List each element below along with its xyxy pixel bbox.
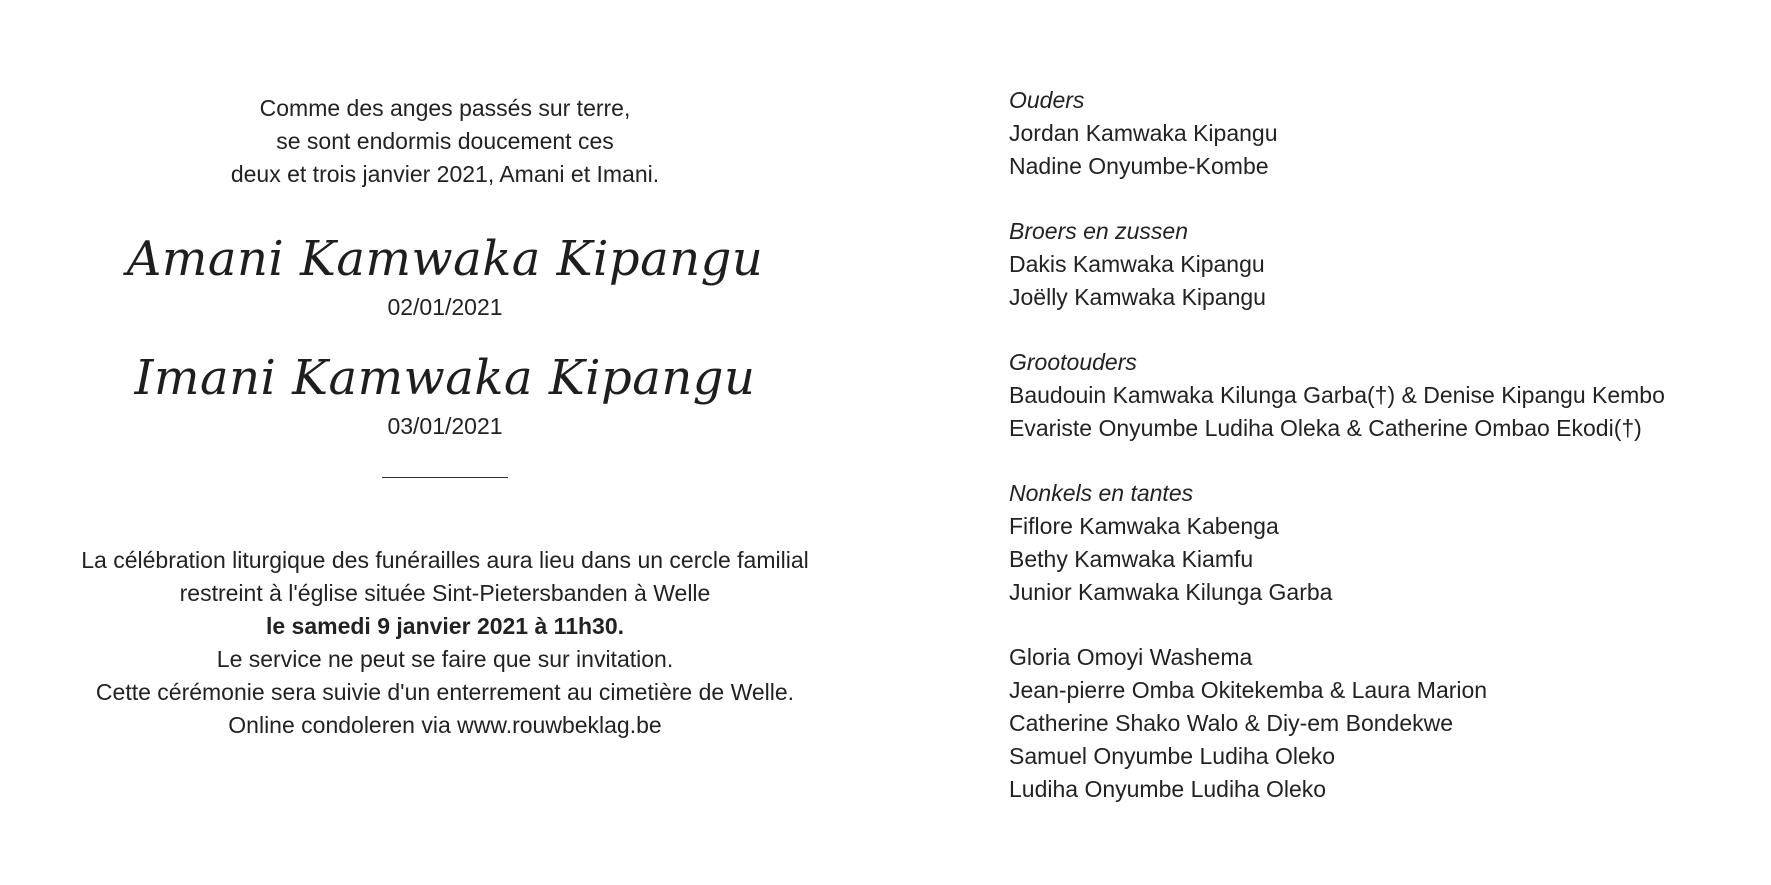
divider: [382, 477, 508, 478]
deceased-name: Amani Kamwaka Kipangu: [126, 231, 764, 287]
family-member: Evariste Onyumbe Ludiha Oleka & Catherine Ombao Ekodi(†): [1009, 415, 1642, 441]
group-heading: Broers en zussen: [1009, 218, 1188, 244]
family-member: Dakis Kamwaka Kipangu: [1009, 251, 1265, 277]
family-member: Joëlly Kamwaka Kipangu: [1009, 284, 1266, 310]
ceremony-line: restreint à l'église située Sint-Pietersbanden à Welle: [179, 580, 711, 606]
verse: [60, 92, 830, 191]
family-group-grandparents: [1009, 346, 1729, 445]
family-member: Fiflore Kamwaka Kabenga: [1009, 513, 1279, 539]
burial-note: Cette cérémonie sera suivie d'un enterrement au cimetière de Welle.: [95, 679, 795, 705]
verse-line: deux et trois janvier 2021, Amani et Imani.: [230, 161, 660, 187]
ceremony-info: [60, 544, 830, 676]
ceremony-line: La célébration liturgique des funérailles aura lieu dans un cercle familial: [81, 547, 809, 573]
verse-line: se sont endormis doucement ces: [276, 128, 614, 154]
ceremony-date: le samedi 9 janvier 2021 à 11h30.: [265, 613, 625, 639]
deceased-name: Imani Kamwaka Kipangu: [134, 350, 756, 406]
ceremony-line: Le service ne peut se faire que sur invitation.: [216, 646, 674, 672]
online-condolences: Online condoleren via www.rouwbeklag.be: [228, 712, 662, 738]
group-heading: Ouders: [1009, 87, 1085, 113]
family-member: Ludiha Onyumbe Ludiha Oleko: [1009, 776, 1327, 802]
family-member: Samuel Onyumbe Ludiha Oleko: [1009, 743, 1336, 769]
deceased-date: 03/01/2021: [387, 413, 503, 439]
group-heading: Grootouders: [1009, 349, 1137, 375]
family-member: Nadine Onyumbe-Kombe: [1009, 153, 1269, 179]
family-group-uncles-aunts: [1009, 477, 1729, 609]
family-group-others: [1009, 641, 1729, 806]
verse-line: Comme des anges passés sur terre,: [259, 95, 631, 121]
deceased-date: 02/01/2021: [387, 294, 503, 320]
family-member: Gloria Omoyi Washema: [1009, 644, 1253, 670]
family-group-parents: [1009, 84, 1729, 183]
group-heading: Nonkels en tantes: [1009, 480, 1194, 506]
family-panel: [1009, 84, 1729, 838]
family-member: Baudouin Kamwaka Kilunga Garba(†) & Denise Kipangu Kembo: [1009, 382, 1665, 408]
deceased-2: [60, 346, 830, 443]
family-member: Jordan Kamwaka Kipangu: [1009, 120, 1278, 146]
family-member: Bethy Kamwaka Kiamfu: [1009, 546, 1254, 572]
deceased-1: [60, 227, 830, 324]
family-member: Catherine Shako Walo & Diy-em Bondekwe: [1009, 710, 1454, 736]
family-group-siblings: [1009, 215, 1729, 314]
family-member: Jean-pierre Omba Okitekemba & Laura Marion: [1009, 677, 1488, 703]
announcement-panel: [60, 92, 830, 742]
family-member: Junior Kamwaka Kilunga Garba: [1009, 579, 1333, 605]
